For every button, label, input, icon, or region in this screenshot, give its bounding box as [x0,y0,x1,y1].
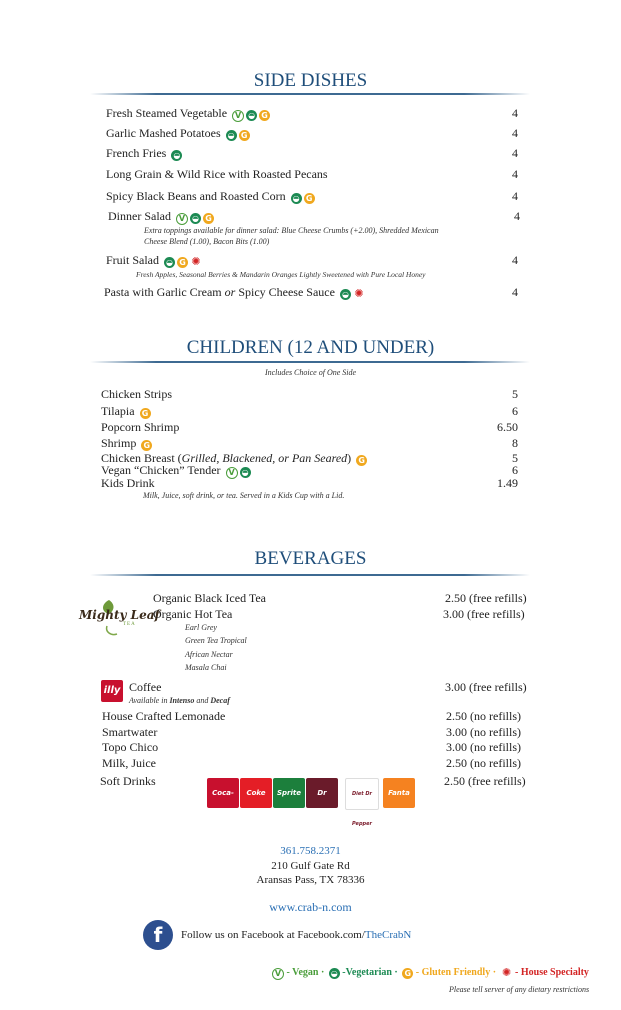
dinner-salad-note: Cheese Blend (1.00), Bacon Bits (1.00) [144,237,270,246]
address-line-1: 210 Gulf Gate Rd [271,860,350,872]
menu-item [106,126,250,141]
item-price: 2.50 (free refills) [444,774,526,788]
item-price: 1.49 [497,476,518,490]
item-price: 5 [512,387,518,401]
item-name: Dinner Salad [108,209,171,223]
coffee-note-text: and [196,696,209,705]
menu-item [106,253,202,268]
coffee-note-decaf: Decaf [210,696,230,705]
coke-logo: Coke [240,778,272,808]
fanta-logo: Fanta [383,778,415,808]
item-price: 3.00 (no refills) [446,740,521,754]
gluten-friendly-icon: G [239,130,250,141]
vegan-icon: V [226,467,238,479]
coffee-note-intenso: Intenso [169,696,195,705]
sprite-logo: Sprite [273,778,305,808]
gluten-friendly-icon: G [140,408,151,419]
menu-item [108,209,214,225]
item-price: 5 [512,451,518,465]
item-price: 3.00 (free refills) [443,607,525,621]
menu-item [153,607,232,622]
item-price: 6 [512,404,518,418]
house-specialty-icon: ✺ [191,255,201,268]
menu-item [100,774,156,789]
item-price: 6 [512,463,518,477]
vegan-icon: V [272,968,284,980]
menu-item [153,591,266,606]
menu-item [101,420,179,435]
house-specialty-icon: ✺ [354,287,364,300]
item-name: Spicy Cheese Sauce [238,285,335,299]
gluten-friendly-icon: G [304,193,315,204]
tea-variety: Masala Chai [185,663,227,672]
item-name: Organic Hot Tea [153,607,233,621]
diet-dr-pepper-logo: Diet Dr Pepper [345,778,379,810]
vegetarian-icon: ◒ [240,467,251,478]
vegetarian-icon: ◒ [246,110,257,121]
item-name: Milk, Juice [102,756,156,770]
item-name: Smartwater [102,725,158,739]
gluten-friendly-icon: G [402,968,413,979]
beverages-divider [90,574,530,576]
mighty-leaf-sub: TEA [123,622,136,627]
item-name: Spicy Black Beans and Roasted Corn [106,189,286,203]
side-dishes-heading: SIDE DISHES [253,70,368,91]
gluten-friendly-icon: G [356,455,367,466]
item-name: House Crafted Lemonade [102,709,226,723]
menu-item [101,436,152,451]
item-name: Shrimp [101,436,137,450]
vegan-icon: V [232,110,244,122]
menu-item [102,756,156,771]
facebook-text: Follow us on Facebook at Facebook.com/ [181,929,365,941]
item-name: Kids Drink [101,476,155,490]
menu-item [129,680,161,695]
children-subtitle: Includes Choice of One Side [264,368,357,377]
coca-cola-logo: Coca-Cola [207,778,239,808]
item-name: Topo Chico [102,740,159,754]
side-dishes-divider [90,93,530,95]
fruit-salad-note: Fresh Apples, Seasonal Berries & Mandarin Oranges Lightly Sweetened with Pure Local Honey [136,270,426,279]
item-name: Vegan “Chicken” Tender [101,463,221,477]
item-price: 3.00 (no refills) [446,725,521,739]
coffee-note [129,696,230,705]
item-price: 4 [512,189,518,203]
phone-number[interactable]: 361.758.2371 [280,845,341,857]
item-price: 4 [512,167,518,181]
tea-variety: African Nectar [185,650,233,659]
item-name: Fruit Salad [106,253,159,267]
vegan-icon: V [176,213,188,225]
item-name: French Fries [106,146,167,160]
gluten-friendly-icon: G [141,440,152,451]
vegetarian-icon: ◒ [291,193,302,204]
item-name: Organic Black Iced Tea [153,591,266,605]
tea-variety: Green Tea Tropical [185,636,247,645]
facebook-handle-link[interactable]: TheCrabN [364,929,412,941]
vegetarian-icon: ◒ [226,130,237,141]
item-name: Pasta with Garlic Cream [104,285,222,299]
house-specialty-icon: ✺ [501,966,512,979]
item-name-or: or [224,285,236,299]
gluten-friendly-icon: G [259,110,270,121]
menu-item [106,189,315,204]
kids-drink-note: Milk, Juice, soft drink, or tea. Served in a Kids Cup with a Lid. [143,491,345,500]
vegetarian-icon: ◒ [329,968,340,979]
menu-item [102,740,158,755]
legend-house: - House Specialty [515,967,589,978]
address-line-2: Aransas Pass, TX 78336 [256,874,365,886]
beverages-heading: BEVERAGES [254,548,367,569]
menu-item [102,709,225,724]
legend-gluten: - Gluten Friendly · [415,967,497,978]
menu-item [106,106,270,122]
vegetarian-icon: ◒ [164,257,175,268]
item-price: 4 [514,209,520,223]
tea-variety: Earl Grey [185,623,217,632]
gluten-friendly-icon: G [177,257,188,268]
dr-pepper-logo: Dr Pepper [306,778,338,808]
website-link[interactable]: www.crab-n.com [269,900,352,914]
item-price: 8 [512,436,518,450]
item-price: 4 [512,106,518,120]
children-heading: CHILDREN (12 AND UNDER) [186,337,435,358]
dietary-legend [270,967,589,980]
legend-vegan: - Vegan · [286,967,325,978]
menu-item [101,404,151,419]
menu-item [106,167,328,182]
item-price: 4 [512,253,518,267]
item-name: Chicken Breast ( [101,451,182,465]
mighty-leaf-wordmark: Mighty Leaf [79,608,160,622]
item-name: Long Grain & Wild Rice with Roasted Pecans [106,167,328,181]
coffee-note-text: Available in [129,696,168,705]
menu-item [101,387,172,402]
children-divider [90,361,530,363]
item-name: Fresh Steamed Vegetable [106,106,228,120]
legend-vegetarian: -Vegetarian · [342,967,398,978]
menu-item [106,146,182,161]
item-name: Soft Drinks [100,774,156,788]
item-name: Garlic Mashed Potatoes [106,126,221,140]
item-price: 4 [512,285,518,299]
item-name-options: Grilled, Blackened, or Pan Seared [181,451,348,465]
item-name: Chicken Strips [101,387,172,401]
dietary-note: Please tell server of any dietary restrictions [449,985,590,994]
menu-item [101,476,155,491]
item-price: 6.50 [497,420,518,434]
item-name: Tilapia [101,404,135,418]
item-price: 4 [512,126,518,140]
mighty-leaf-logo [79,596,160,638]
vegetarian-icon: ◒ [340,289,351,300]
illy-logo: illy [101,680,123,702]
dinner-salad-note: Extra toppings available for dinner salad: Blue Cheese Crumbs (+2.00), Shredded Mexican [144,226,439,235]
menu-item [102,725,157,740]
item-price: 2.50 (no refills) [446,709,521,723]
facebook-icon[interactable]: f [143,920,173,950]
vegetarian-icon: ◒ [190,213,201,224]
gluten-friendly-icon: G [203,213,214,224]
vegetarian-icon: ◒ [171,150,182,161]
item-name: ) [347,451,352,465]
item-price: 3.00 (free refills) [445,680,527,694]
facebook-follow [181,929,411,941]
item-price: 2.50 (free refills) [445,591,527,605]
menu-item [104,285,365,300]
item-name: Popcorn Shrimp [101,420,180,434]
item-name: Coffee [129,680,162,694]
item-price: 4 [512,146,518,160]
item-price: 2.50 (no refills) [446,756,521,770]
